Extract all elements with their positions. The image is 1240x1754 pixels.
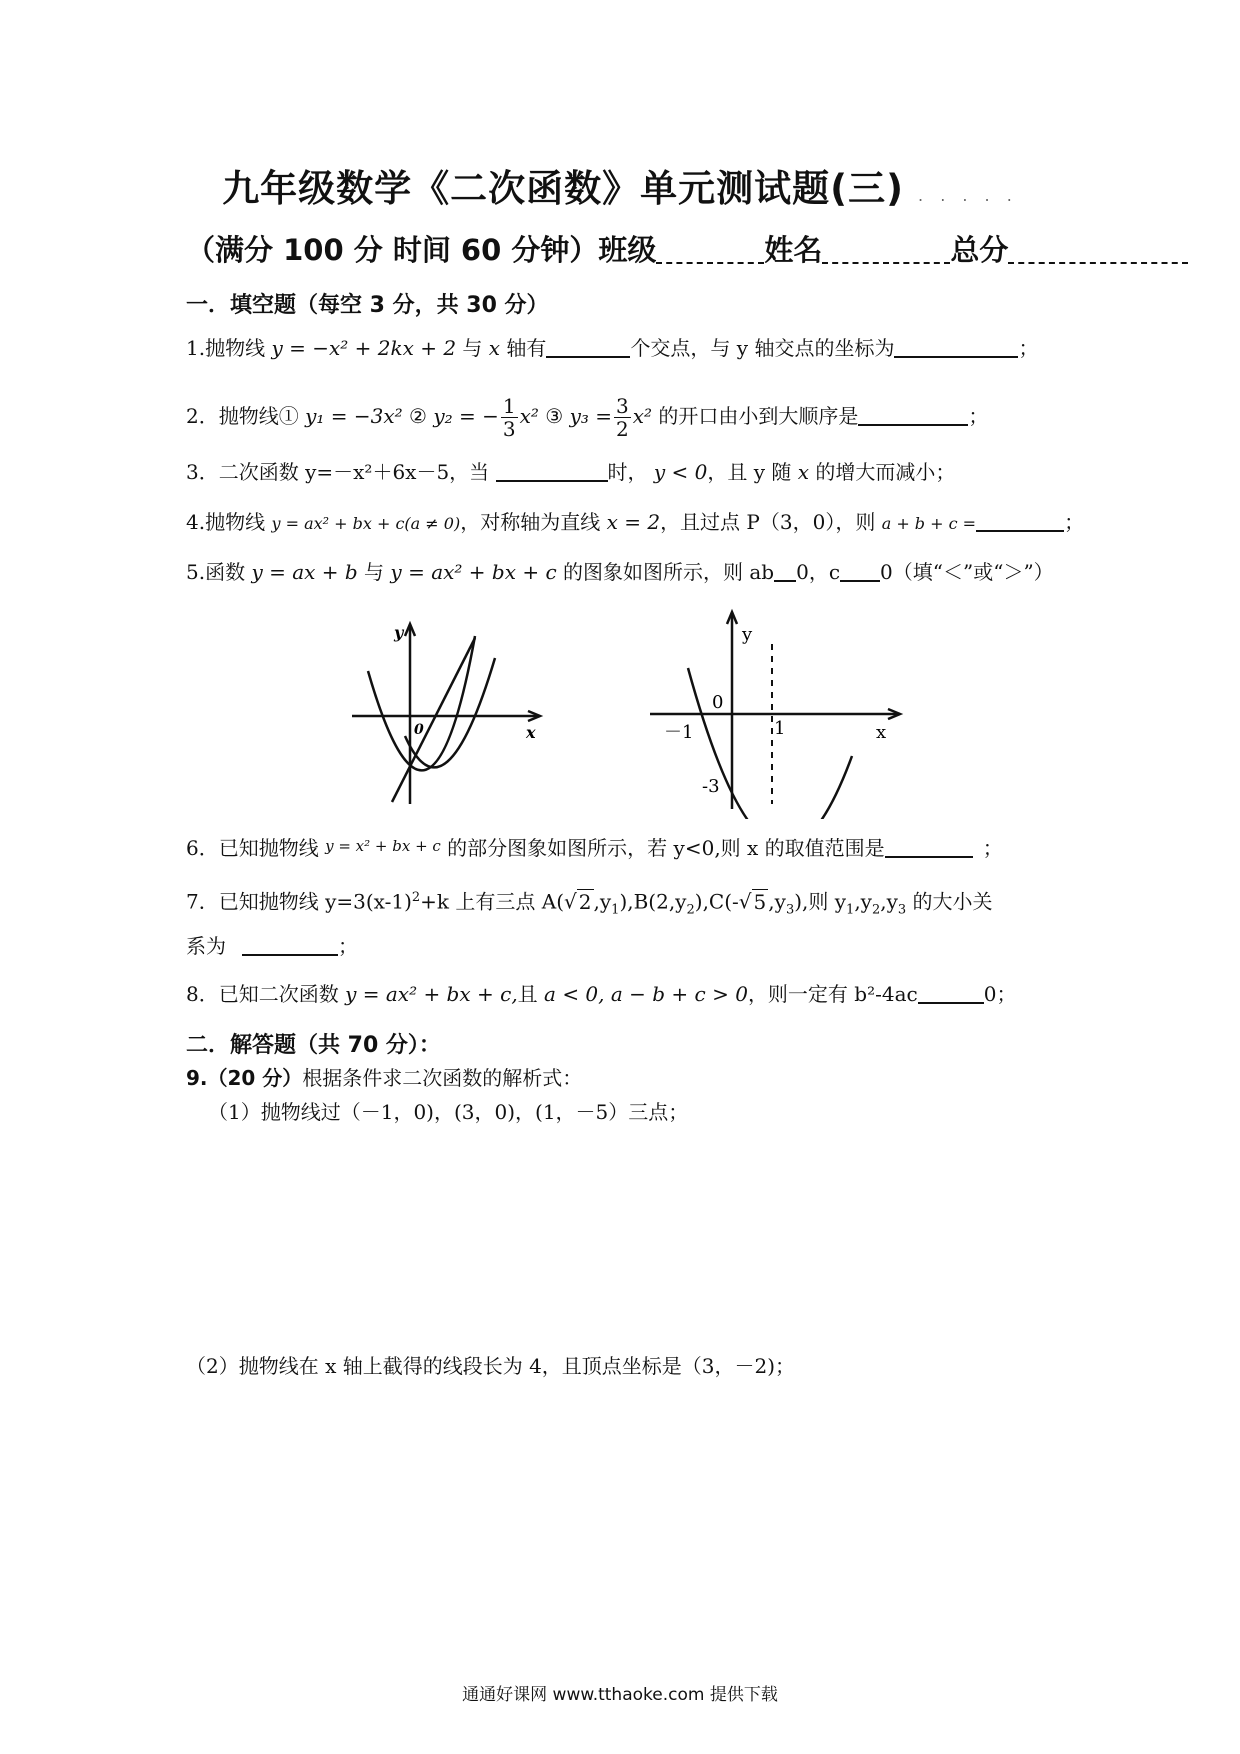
q6-text-a: 已知抛物线 xyxy=(218,836,326,860)
q5-blank-1[interactable] xyxy=(774,558,796,582)
q5-text-a: 函数 xyxy=(205,560,252,584)
q7-text-g: ),则 y xyxy=(794,889,847,914)
q2-y3-lhs: y₃ = xyxy=(569,404,612,428)
q4-number: 4. xyxy=(186,510,206,534)
q7-sub-3a: 3 xyxy=(785,902,795,918)
class-field[interactable] xyxy=(656,234,764,264)
q3-text-b: 时， xyxy=(607,460,654,484)
fig1-y-label: y xyxy=(394,623,404,642)
q7-text-h: ,y xyxy=(854,889,872,914)
fig2-neg3-label: -3 xyxy=(702,776,720,797)
q3-number: 3． xyxy=(186,460,219,484)
q1-blank-2[interactable] xyxy=(894,334,1018,358)
q8-text-d: 0； xyxy=(983,982,1017,1006)
q8-number: 8． xyxy=(186,982,219,1006)
q4-text-a: 抛物线 xyxy=(205,510,272,534)
q6-number: 6． xyxy=(186,836,219,860)
q8-condition: a < 0, a − b + c > 0 xyxy=(544,982,748,1006)
q2-blank[interactable] xyxy=(858,402,968,426)
q1-text-b: 与 xyxy=(456,336,489,360)
question-6 xyxy=(186,832,1003,862)
q5-text-c: 的图象如图所示，则 ab xyxy=(556,560,775,584)
fig1-origin-label: 0 xyxy=(414,722,424,738)
q7-sub-2b: 2 xyxy=(871,902,881,918)
q7-sqrt2: 2 xyxy=(578,889,592,914)
question-3 xyxy=(186,458,955,486)
q7-line2-text: 系为 xyxy=(186,934,226,958)
q3-blank[interactable] xyxy=(496,458,608,482)
q7-sqrt5: 5 xyxy=(753,889,767,914)
footer-source: 通通好课网 www.tthaoke.com 提供下载 xyxy=(462,1685,778,1705)
section-1-heading: 一．填空题（每空 3 分，共 30 分） xyxy=(186,293,549,318)
question-4 xyxy=(186,508,1084,538)
exam-info xyxy=(186,228,1188,269)
q7-sub-3b: 3 xyxy=(897,902,907,918)
q4-end: ； xyxy=(1064,510,1085,534)
q2-end: ； xyxy=(968,404,989,428)
q8-text-b: 且 xyxy=(517,982,545,1006)
fig2-x-label: x xyxy=(876,722,887,743)
q7-end: ； xyxy=(338,934,358,958)
q2-frac2-num: 3 xyxy=(616,394,629,418)
q4-expr: a + b + c = xyxy=(881,514,977,533)
q1-text-c: 轴有 xyxy=(500,336,547,360)
name-label: 姓名 xyxy=(764,233,823,267)
q6-blank[interactable] xyxy=(885,834,973,858)
q7-sub-1a: 1 xyxy=(611,902,620,918)
q4-text-b: ，对称轴为直线 xyxy=(460,510,607,534)
q2-text-b: 的开口由小到大顺序是 xyxy=(652,404,859,428)
q1-formula: y = −x² + 2kx + 2 xyxy=(271,336,457,360)
q6-text-b: 的部分图象如图所示，若 y<0,则 x 的取值范围是 xyxy=(440,836,885,860)
figure-2-graph xyxy=(640,604,910,819)
q1-x-var: x xyxy=(488,336,501,360)
q3-x-var: x xyxy=(797,460,810,484)
title-dots: . . . . . xyxy=(918,186,1018,205)
fig2-neg1-label: －1 xyxy=(664,722,694,743)
question-9-part-2: （2）抛物线在 x 轴上截得的线段长为 4，且顶点坐标是（3，－2)； xyxy=(186,1354,796,1378)
question-1 xyxy=(186,334,1038,362)
q2-y1: y₁ = −3x² xyxy=(305,404,403,428)
fig2-one-label: 1 xyxy=(774,718,786,739)
q7-text-i: ,y xyxy=(880,889,898,914)
question-8 xyxy=(186,980,1016,1008)
q2-frac1-num: 1 xyxy=(502,394,516,418)
q7-blank[interactable] xyxy=(242,932,338,956)
total-field[interactable] xyxy=(1008,234,1188,264)
q2-frac1-den: 3 xyxy=(502,417,516,441)
question-9 xyxy=(186,1064,582,1092)
class-label: 班级 xyxy=(598,233,657,267)
q8-text-a: 已知二次函数 xyxy=(218,982,346,1006)
question-9-part-1: （1）抛物线过（－1，0)，(3，0)，(1，－5）三点； xyxy=(208,1100,689,1124)
q8-formula: y = ax² + bx + c, xyxy=(345,982,518,1006)
q5-text-b: 与 xyxy=(357,560,391,584)
q2-frac2-den: 2 xyxy=(616,417,629,441)
q4-text-c: ，且过点 P（3，0），则 xyxy=(660,510,882,534)
q7-text-a: 已知抛物线 y=3(x-1) xyxy=(218,889,412,914)
q7-text-f: ,y xyxy=(768,889,786,914)
fig1-parabola-left xyxy=(368,636,475,770)
q2-text-a: 抛物线① xyxy=(218,404,306,428)
q5-text-e: 0（填“＜”或“＞”） xyxy=(880,560,1054,584)
q6-end: ； xyxy=(982,836,1003,860)
question-7: 7．已知抛物线 $y=3(x-1)^2+k$ 上有三点 A(√ 2 $,y_1),B(2,y_2),C(-√$ 5 $,y_3$),则 $y_1,y_2,y_3$ 的大小关 xyxy=(186,889,993,918)
q2-number: 2． xyxy=(186,404,219,428)
q2-circle-3: ③ xyxy=(538,404,570,428)
q7-sub-2a: 2 xyxy=(686,902,695,918)
q7-text-b: +k 上有三点 A( xyxy=(420,889,565,914)
total-label: 总分 xyxy=(950,233,1009,267)
question-2 xyxy=(186,392,988,440)
title-text: 九年级数学《二次函数》单元测试题(三) xyxy=(222,167,905,210)
q1-blank-1[interactable] xyxy=(546,334,630,358)
fig2-y-label: y xyxy=(742,624,753,645)
q6-formula: y = x² + bx + c xyxy=(325,837,441,855)
q5-blank-2[interactable] xyxy=(840,558,880,582)
name-field[interactable] xyxy=(822,234,950,264)
q9-label: 9.（20 分） xyxy=(186,1066,303,1090)
q9-text: 根据条件求二次函数的解析式： xyxy=(302,1066,583,1090)
q4-axis: x = 2 xyxy=(606,510,661,534)
fig1-line xyxy=(392,638,475,802)
q3-condition: y < 0 xyxy=(653,460,708,484)
question-5 xyxy=(186,558,1054,586)
q1-end: ； xyxy=(1018,336,1039,360)
q3-text-a: 二次函数 y=－x²＋6x－5，当 xyxy=(218,460,496,484)
fig2-origin-label: 0 xyxy=(712,692,724,713)
fig1-x-label: x xyxy=(526,723,536,742)
figure-1-graph xyxy=(350,616,550,806)
q2-y3-rhs: x² xyxy=(632,404,653,428)
q7-text-j: 的大小关 xyxy=(906,889,993,914)
question-7-line-2 xyxy=(186,932,358,960)
q8-blank[interactable] xyxy=(918,980,984,1004)
q5-formula-1: y = ax + b xyxy=(251,560,358,584)
q7-text-e: ),C(- xyxy=(694,889,739,914)
q7-sub-1b: 1 xyxy=(846,902,855,918)
q2-y2-rhs: x² xyxy=(519,404,539,428)
q2-y2-lhs: y₂ = − xyxy=(433,404,499,428)
q7-sup: 2 xyxy=(411,890,421,905)
q4-formula: y = ax² + bx + c(a ≠ 0) xyxy=(271,514,461,533)
q5-formula-2: y = ax² + bx + c xyxy=(390,560,557,584)
q2-circle-2: ② xyxy=(402,404,434,428)
q3-text-d: 的增大而减小； xyxy=(809,460,956,484)
q4-blank[interactable] xyxy=(976,508,1064,532)
fig2-y-axis xyxy=(727,612,737,809)
q2-frac-1 xyxy=(501,395,518,440)
q1-number: 1. xyxy=(186,336,206,360)
q7-number: 7． xyxy=(186,889,219,914)
q5-number: 5. xyxy=(186,560,206,584)
q8-text-c: ，则一定有 b²-4ac xyxy=(747,982,918,1006)
q7-text-d: ),B(2,y xyxy=(619,889,687,914)
q1-text-a: 抛物线 xyxy=(205,336,272,360)
q1-text-d: 个交点，与 y 轴交点的坐标为 xyxy=(630,336,895,360)
section-2-heading: 二．解答题（共 70 分）： xyxy=(186,1033,441,1058)
exam-meta: （满分 100 分 时间 60 分钟） xyxy=(186,233,599,267)
fig1-y-axis xyxy=(405,624,415,804)
q2-frac-2 xyxy=(614,395,631,440)
page-title xyxy=(0,158,1240,212)
q7-text-c: ,y xyxy=(593,889,612,914)
q5-text-d: 0，c xyxy=(796,560,841,584)
q3-text-c: ，且 y 随 xyxy=(707,460,798,484)
